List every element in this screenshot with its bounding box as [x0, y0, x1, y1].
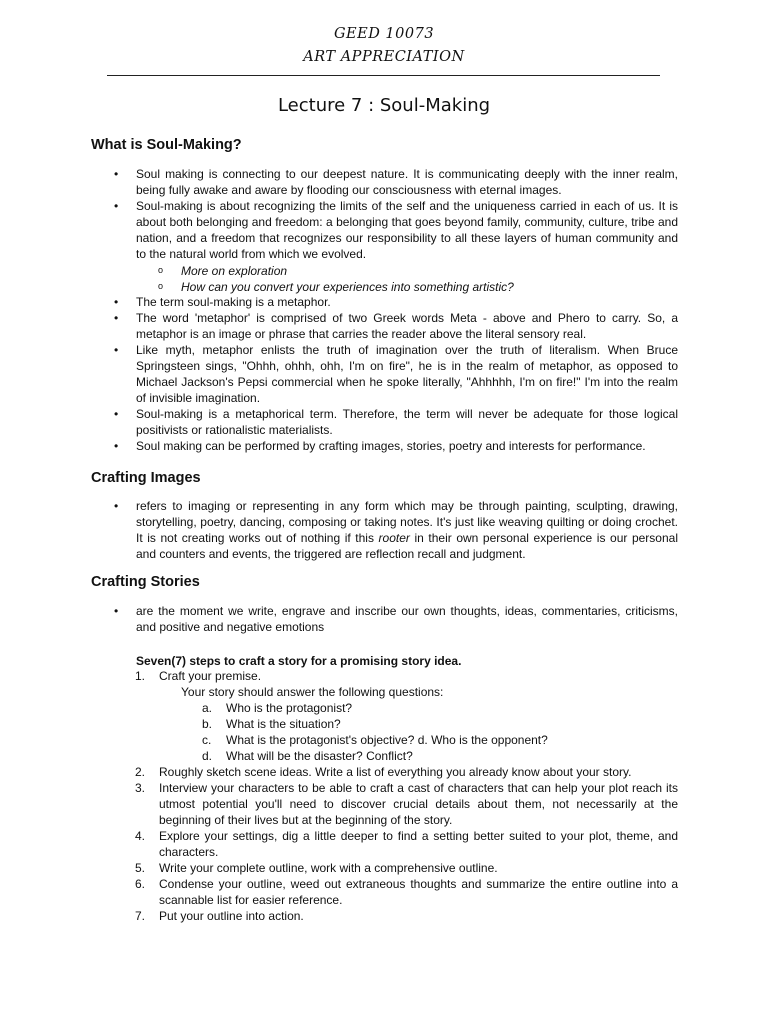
- question-text: Who is the protagonist?: [226, 701, 353, 715]
- crafting-stories-bullet-list: [136, 603, 678, 635]
- question-letter: c.: [202, 733, 212, 747]
- sub-list-item: o How can you convert your experiences into something artistic?: [181, 279, 514, 295]
- question-item: [202, 748, 548, 764]
- question-text: What is the protagonist's objective? d. Who is the opponent?: [226, 733, 548, 747]
- list-item: • The term soul-making is a metaphor.: [136, 294, 678, 310]
- header-divider: [107, 75, 660, 76]
- step-text: Condense your outline, weed out extraneous thoughts and summarize the entire outline into a scannable list for easier reference.: [159, 877, 678, 907]
- step-number: 3.: [135, 781, 146, 795]
- step-item: [135, 764, 678, 780]
- step-text: Craft your premise.: [159, 669, 262, 683]
- step-item: [135, 908, 678, 924]
- section-heading-soul-making: What is Soul-Making?: [91, 137, 242, 153]
- step-item: [135, 668, 678, 684]
- steps-list-continued: [135, 764, 678, 924]
- step-text: Explore your settings, dig a little deeper to find a setting better suited to your plot, theme, and characters.: [159, 829, 678, 859]
- list-item: • Like myth, metaphor enlists the truth of imagination over the truth of literalism. When Bruce Springsteen sings, "Ohhh, ohhh, ohh, I'm on fire", he is in the realm of metaphor, as opposed to Michael Jackson's Pepsi commercial when he spoke literally, "Ahhhhh, I'm on fire!" I'm into the realm of invisible imagination.: [136, 342, 678, 406]
- step-item: [135, 828, 678, 860]
- step-item: [135, 860, 678, 876]
- course-code: GEED 10073: [333, 26, 435, 42]
- step-number: 1.: [135, 669, 146, 683]
- question-letter: a.: [202, 701, 213, 715]
- step-text: Write your complete outline, work with a comprehensive outline.: [159, 861, 498, 875]
- step-number: 2.: [135, 765, 146, 779]
- question-text: What is the situation?: [226, 717, 341, 731]
- story-questions-list: [202, 700, 548, 764]
- bullet-text: in their own personal experience is our personal and counters and events, the triggered are reflection recall and judgment.: [136, 531, 678, 561]
- step-item: [135, 876, 678, 908]
- soul-making-bullet-list-continued: [136, 294, 678, 454]
- soul-making-bullet-list: [136, 166, 678, 262]
- question-item: [202, 732, 548, 748]
- step-item: [135, 780, 678, 828]
- bullet-text: refers to imaging or representing in any form which may be through painting, sculpting, drawing, storytelling, poetry, dancing, composing or taking notes. It's just like weaving quilting or doing crochet. It is not creating works out of nothing if this: [136, 499, 678, 545]
- section-heading-crafting-images: Crafting Images: [91, 470, 201, 486]
- bullet-italic-text: rooter: [378, 531, 410, 545]
- lecture-title: Lecture 7 : Soul-Making: [277, 95, 491, 116]
- list-item: • The word 'metaphor' is comprised of two Greek words Meta - above and Phero to carry. So, a metaphor is an image or phrase that carries the reader above the literal sensory real.: [136, 310, 678, 342]
- list-item: • Soul-making is a metaphorical term. Therefore, the term will never be adequate for those logical positivists or rationalistic materialists.: [136, 406, 678, 438]
- question-letter: d.: [202, 749, 213, 763]
- list-item: • Soul-making is about recognizing the limits of the self and the uniqueness carried in each of us. It is about both belonging and freedom: a belonging that goes beyond family, community, culture, tribe and nation, and a freedom that recognizes our responsibility to all these layers of human community and to the natural world from which we evolved.: [136, 198, 678, 262]
- question-letter: b.: [202, 717, 213, 731]
- course-title: ART APPRECIATION: [303, 49, 465, 65]
- steps-title: Seven(7) steps to craft a story for a promising story idea.: [136, 654, 462, 668]
- step-number: 5.: [135, 861, 146, 875]
- crafting-images-bullet-list: [136, 498, 678, 562]
- section-heading-crafting-stories: Crafting Stories: [91, 574, 200, 590]
- story-questions-intro: Your story should answer the following questions:: [181, 685, 444, 699]
- steps-list-start: [135, 668, 678, 684]
- step-number: 7.: [135, 909, 146, 923]
- step-text: Put your outline into action.: [159, 909, 304, 923]
- question-text: What will be the disaster? Conflict?: [226, 749, 413, 763]
- list-item: • are the moment we write, engrave and inscribe our own thoughts, ideas, commentaries, criticisms, and positive and negative emotions: [136, 603, 678, 635]
- step-text: Interview your characters to be able to craft a cast of characters that can help your plot reach its utmost potential you'll need to discover crucial details about them, not necessarily at the beginning of their lives but at the beginning of the story.: [159, 781, 678, 827]
- step-number: 6.: [135, 877, 146, 891]
- list-item: [136, 498, 678, 562]
- sub-bullet-list: [181, 263, 514, 295]
- step-number: 4.: [135, 829, 146, 843]
- question-item: [202, 716, 548, 732]
- sub-list-item: o More on exploration: [181, 263, 514, 279]
- question-item: [202, 700, 548, 716]
- list-item: • Soul making is connecting to our deepest nature. It is communicating deeply with the inner realm, being fully awake and aware by flooding our consciousness with eternal images.: [136, 166, 678, 198]
- list-item: • Soul making can be performed by crafting images, stories, poetry and interests for performance.: [136, 438, 678, 454]
- step-text: Roughly sketch scene ideas. Write a list of everything you already know about your story.: [159, 765, 632, 779]
